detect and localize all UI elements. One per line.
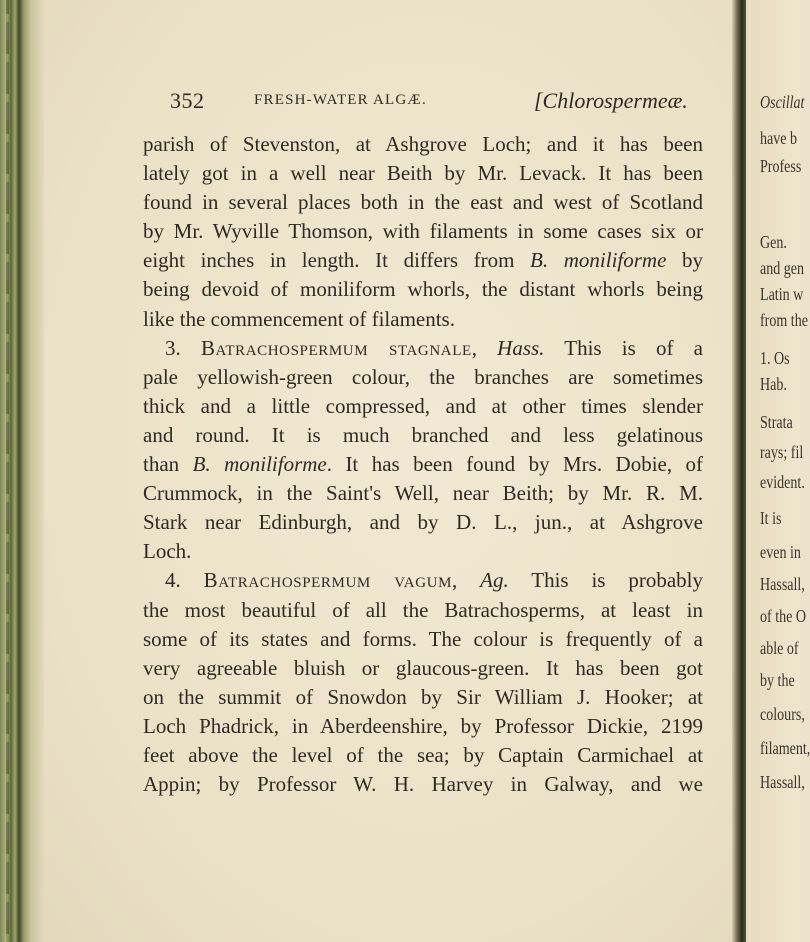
facing-page-text: Profess <box>760 156 802 176</box>
text-span: This is of a <box>544 335 703 360</box>
species-authority: Hass. <box>497 335 545 360</box>
text-line: the most beautiful of all the Batrachosperms, at least in <box>143 597 703 622</box>
facing-page-text: even in <box>760 542 801 562</box>
book-spine <box>732 0 746 942</box>
text-line: thick and a little compressed, and at other times slender <box>143 393 703 418</box>
text-line <box>143 450 703 479</box>
body-text <box>143 130 703 799</box>
text-line: being devoid of moniliform whorls, the distant whorls being <box>143 277 703 302</box>
facing-page-text: from the <box>760 310 808 330</box>
facing-page-text: Latin w <box>760 284 804 304</box>
text-line: like the commencement of filaments. <box>143 306 455 331</box>
text-line: some of its states and forms. The colour is frequently of a <box>143 626 703 651</box>
text-line: Stark near Edinburgh, and by D. L., jun., at Ashgrove <box>143 510 703 535</box>
entry-number: 4. <box>165 568 181 593</box>
facing-page-text: Hassall, <box>760 772 805 792</box>
text-line: and round. It is much branched and less gelatinous <box>143 422 703 447</box>
running-title: FRESH-WATER ALGÆ. <box>254 92 427 108</box>
species-name: B. moniliforme <box>530 248 667 273</box>
facing-page-text: evident. <box>760 472 805 492</box>
facing-page-text: rays; fil <box>760 442 804 462</box>
facing-page-text: able of <box>760 638 799 658</box>
facing-page-text: filament, <box>760 738 810 758</box>
facing-page-text: Strata <box>760 412 793 432</box>
species-heading: Batrachospermum stagnale <box>200 335 472 360</box>
text-line: very agreeable bluish or glaucous-green. It has been got <box>143 655 703 680</box>
text-line: on the summit of Snowdon by Sir William J. Hooker; at <box>143 684 703 709</box>
page-number: 352 <box>170 88 205 113</box>
text-span: by <box>666 248 704 273</box>
running-head <box>170 88 710 114</box>
facing-page-text: have b <box>760 128 798 148</box>
facing-page-text: Hassall, <box>760 574 805 594</box>
text-span: than <box>143 452 180 477</box>
facing-page-text: by the <box>760 670 795 690</box>
text-line: Crummock, in the Saint's Well, near Beith; by Mr. R. M. <box>143 481 703 506</box>
text-line: 4. Batrachospermum vagum, Ag. This is probably <box>165 568 703 593</box>
facing-page-fragment <box>746 0 810 942</box>
text-span: This is probably <box>508 568 703 593</box>
species-name: B. moniliforme <box>192 452 327 477</box>
species-authority: Ag. <box>480 568 509 593</box>
species-heading: Batrachospermum vagum <box>203 568 453 593</box>
text-line: pale yellowish-green colour, the branches are sometimes <box>143 364 703 389</box>
facing-page-text: of the O <box>760 606 807 626</box>
text-line: feet above the level of the sea; by Captain Carmichael at <box>143 742 703 767</box>
facing-page-text: Oscillat <box>760 92 805 112</box>
facing-page-text: colours, <box>760 704 805 724</box>
facing-page-text: Gen. <box>760 232 787 252</box>
text-span: . It has been found by Mrs. Dobie, of <box>326 452 704 477</box>
facing-page-text: 1. Os <box>760 348 790 368</box>
text-span: eight inches in length. It differs from <box>143 248 515 273</box>
book-binding-edge <box>0 0 44 942</box>
text-line: Appin; by Professor W. H. Harvey in Galway, and we <box>143 772 703 797</box>
text-line: lately got in a well near Beith by Mr. Levack. It has been <box>143 161 703 186</box>
text-line: Loch. <box>143 539 192 564</box>
running-section: [Chlorospermeæ. <box>534 88 688 113</box>
text-line: found in several places both in the east and west of Scotland <box>143 190 703 215</box>
text-line: by Mr. Wyville Thomson, with filaments in some cases six or <box>143 219 703 244</box>
facing-page-text: It is <box>760 508 782 528</box>
text-line: 3. Batrachospermum stagnale, Hass. This is of a <box>165 335 703 360</box>
entry-number: 3. <box>165 335 181 360</box>
text-line: parish of Stevenston, at Ashgrove Loch; and it has been <box>143 132 703 156</box>
text-line: Loch Phadrick, in Aberdeenshire, by Professor Dickie, 2199 <box>143 713 703 738</box>
facing-page-text: Hab. <box>760 374 787 394</box>
facing-page-text: and gen <box>760 258 805 278</box>
text-line <box>143 246 703 275</box>
